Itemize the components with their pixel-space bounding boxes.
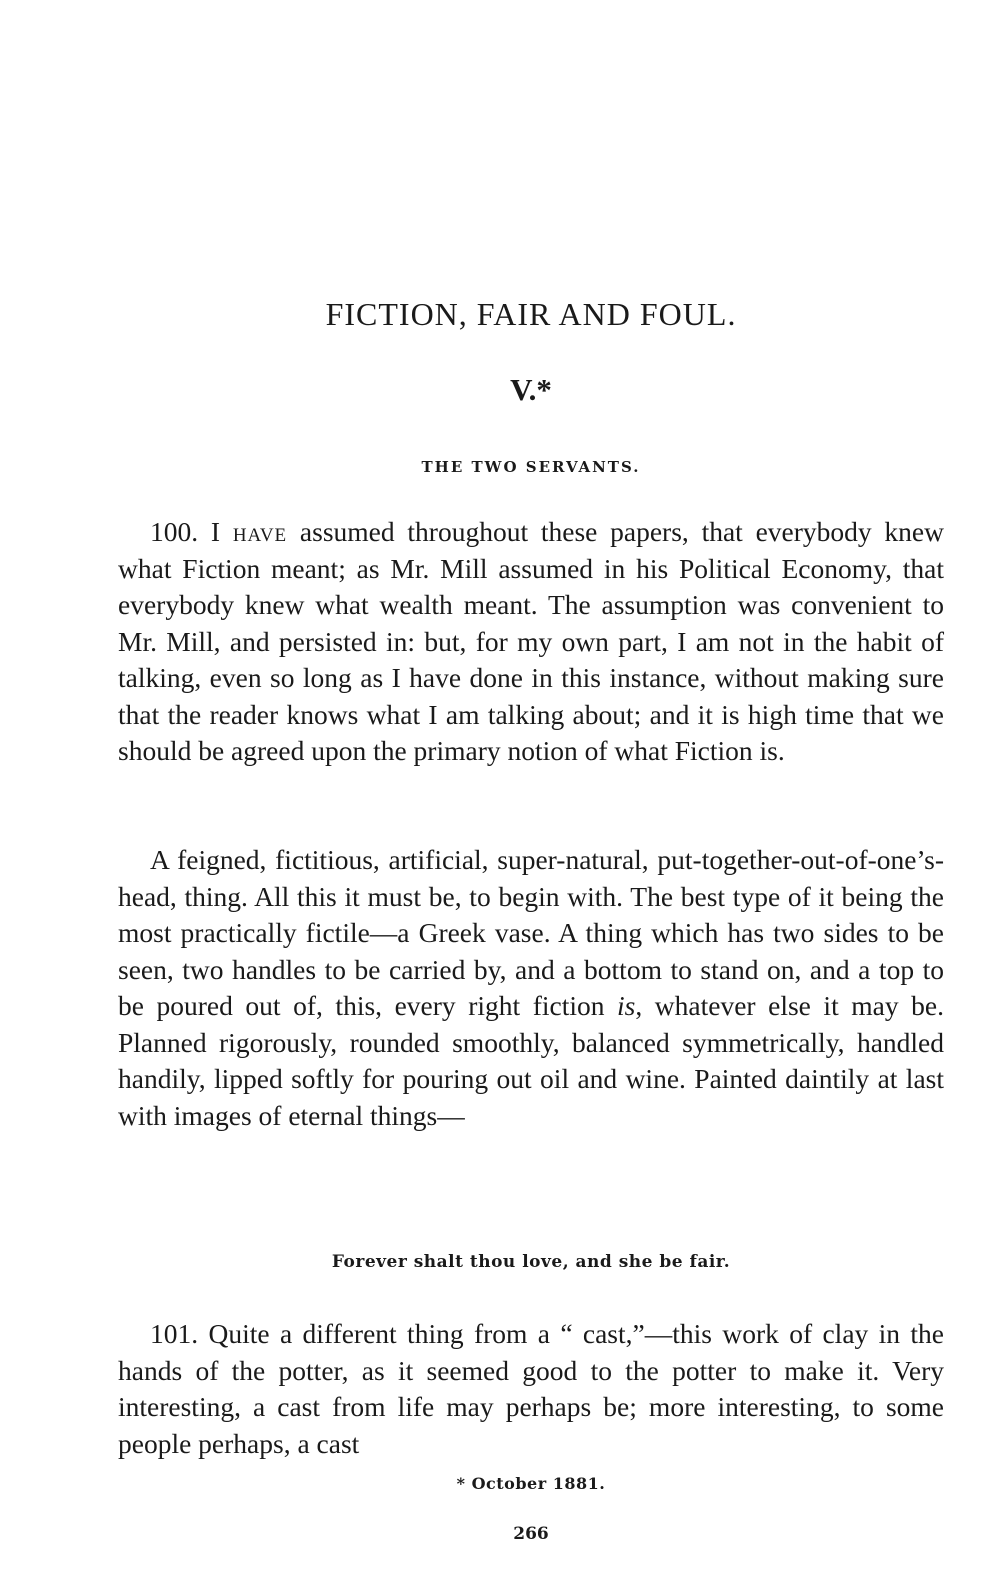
page-title: FICTION, FAIR AND FOUL. bbox=[325, 296, 737, 332]
book-page bbox=[118, 0, 944, 1583]
paragraph-feigned bbox=[118, 842, 944, 1134]
paragraph-100-number: 100. I bbox=[150, 516, 233, 547]
chapter-heading: THE TWO SERVANTS. bbox=[421, 458, 641, 476]
paragraph-feigned-italic: is bbox=[617, 990, 636, 1021]
page-number: 266 bbox=[513, 1524, 549, 1544]
paragraph-101: 101. Quite a different thing from a “ cast,”—this work of clay in the hands of the potter, as it seemed good to the potter to make it. Very interesting, a cast from life may perhaps be; more interesting, to some people perhaps, a cast bbox=[118, 1318, 944, 1459]
paragraph-feigned-text-before: A feigned, fictitious, artificial, super-natural, put-together-out-of-one’s-head, thing. All this it must be, to begin with. The best type of it being the most practically fictile—a Greek vase. A thing which has two sides to be seen, two handles to be carried by, and a bottom to stand on, and a top to be poured out of, this, every right fiction bbox=[118, 844, 944, 1021]
paragraph-100-text: assumed throughout these papers, that everybody knew what Fiction meant; as Mr. Mill assumed in his Political Economy, that everybody knew what wealth meant. The assumption was convenient to Mr. Mill, and persisted in: but, for my own part, I am not in the habit of talking, even so long as I have done in this instance, without making sure that the reader knows what I am talking about; and it is high time that we should be agreed upon the primary notion of what Fiction is. bbox=[118, 516, 944, 766]
section-number: V.* bbox=[510, 372, 552, 407]
paragraph-100 bbox=[118, 514, 944, 770]
footnote: * October 1881. bbox=[456, 1474, 606, 1493]
quotation: Forever shalt thou love, and she be fair. bbox=[331, 1252, 731, 1272]
paragraph-feigned-text-after: , whatever else it may be. Planned rigorously, rounded smoothly, balanced symmetrically, handled handily, lipped softly for pouring out oil and wine. Painted daintily at last with images of eternal things— bbox=[118, 990, 944, 1131]
paragraph-100-smallcaps: have bbox=[232, 516, 288, 547]
